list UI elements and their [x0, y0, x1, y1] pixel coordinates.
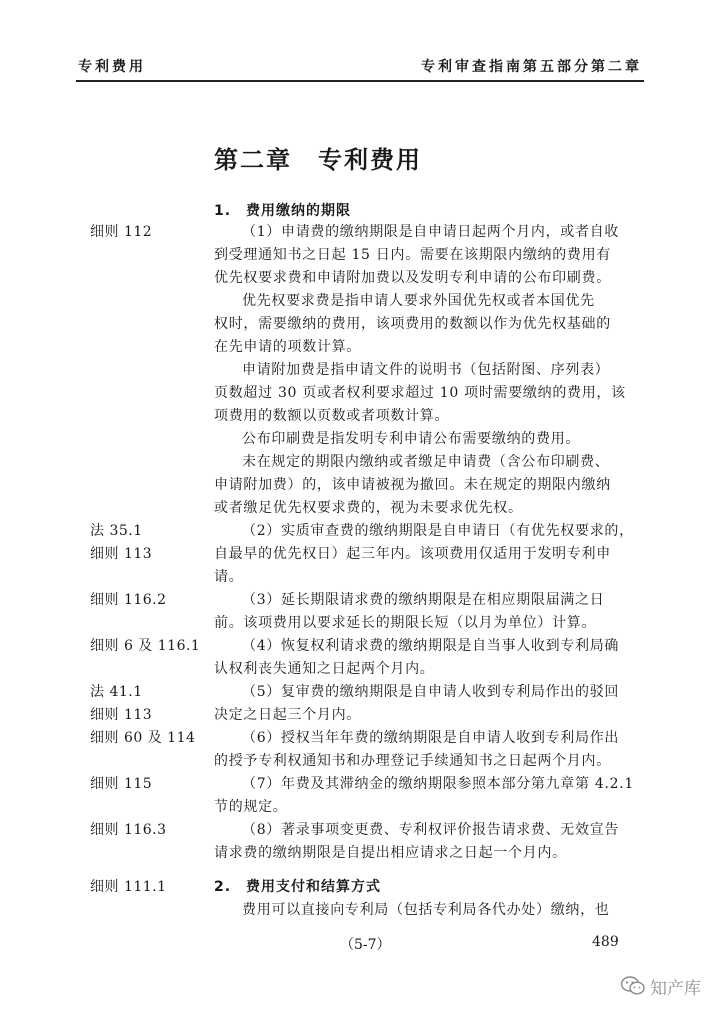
text-line: 在先申请的项数计算。 — [214, 339, 361, 355]
text-line: 优先权要求费是指申请人要求外国优先权或者本国优先 — [242, 293, 595, 309]
wechat-icon — [620, 975, 646, 997]
text-line: 费用可以直接向专利局（包括专利局各代办处）缴纳，也 — [242, 902, 610, 918]
page-number: 489 — [592, 934, 619, 950]
text-line: 页数超过 30 页或者权利要求超过 10 项时需要缴纳的费用，该 — [214, 385, 626, 401]
running-header-left: 专利费用 — [78, 59, 146, 75]
text-line: （1）申请费的缴纳期限是自申请日起两个月内，或者自收 — [242, 224, 620, 240]
text-line: 权时，需要缴纳的费用，该项费用的数额以作为优先权基础的 — [214, 316, 611, 332]
margin-note: 细则 115 — [90, 776, 153, 792]
margin-note: 细则 113 — [90, 546, 153, 562]
margin-note: 法 35.1 — [90, 523, 143, 539]
text-line: 自最早的优先权日）起三年内。该项费用仅适用于发明专利申 — [214, 546, 611, 562]
running-header-right: 专利审查指南第五部分第二章 — [421, 59, 642, 75]
text-line: 项费用的数额以页数或者项数计算。 — [214, 408, 450, 424]
text-line: 申请附加费）的，该申请被视为撤回。未在规定的期限内缴纳 — [214, 477, 611, 493]
text-line: 申请附加费是指申请文件的说明书（包括附图、序列表） — [242, 362, 610, 378]
text-line: （4）恢复权利请求费的缴纳期限是自当事人收到专利局确 — [242, 638, 620, 654]
text-line: （5）复审费的缴纳期限是自申请人收到专利局作出的驳回 — [242, 684, 620, 700]
text-line: 前。该项费用以要求延长的期限长短（以月为单位）计算。 — [214, 615, 597, 631]
margin-note: 法 41.1 — [90, 684, 143, 700]
section-heading-2: 2. 费用支付和结算方式 — [214, 879, 382, 895]
text-line: 决定之日起三个月内。 — [214, 707, 361, 723]
text-line: （6）授权当年年费的缴纳期限是自申请人收到专利局作出 — [242, 730, 620, 746]
text-line: 到受理通知书之日起 15 日内。需要在该期限内缴纳的费用有 — [214, 247, 612, 263]
text-line: 请。 — [214, 569, 244, 585]
watermark — [620, 972, 701, 1000]
text-line: 认权利丧失通知之日起两个月内。 — [214, 661, 435, 677]
watermark-text: 知产库 — [650, 978, 701, 999]
text-line: （2）实质审查费的缴纳期限是自申请日（有优先权要求的， — [242, 523, 634, 539]
text-line: 优先权要求费和申请附加费以及发明专利申请的公布印刷费。 — [214, 270, 611, 286]
margin-note: 细则 112 — [90, 224, 153, 240]
margin-note: 细则 116.2 — [90, 592, 167, 608]
margin-note: 细则 60 及 114 — [90, 730, 196, 746]
section-heading-1: 1. 费用缴纳的期限 — [214, 203, 352, 219]
chapter-title: 第二章 专利费用 — [214, 146, 422, 174]
text-line: 节的规定。 — [214, 799, 288, 815]
margin-note: 细则 116.3 — [90, 822, 167, 838]
margin-note: 细则 6 及 116.1 — [90, 638, 201, 654]
header-rule — [76, 80, 644, 82]
text-line: 请求费的缴纳期限是自提出相应请求之日起一个月内。 — [214, 845, 567, 861]
text-line: 或者缴足优先权要求费的，视为未要求优先权。 — [214, 500, 523, 516]
page-section-number: （5-7） — [340, 937, 391, 953]
text-line: 公布印刷费是指发明专利申请公布需要缴纳的费用。 — [242, 431, 581, 447]
margin-note: 细则 113 — [90, 707, 153, 723]
margin-note: 细则 111.1 — [90, 879, 167, 895]
text-line: （7）年费及其滞纳金的缴纳期限参照本部分第九章第 4.2.1 — [242, 776, 634, 792]
text-line: （3）延长期限请求费的缴纳期限是在相应期限届满之日 — [242, 592, 605, 608]
text-line: 的授予专利权通知书和办理登记手续通知书之日起两个月内。 — [214, 753, 611, 769]
text-line: 未在规定的期限内缴纳或者缴足申请费（含公布印刷费、 — [242, 454, 610, 470]
text-line: （8）著录事项变更费、专利权评价报告请求费、无效宣告 — [242, 822, 620, 838]
